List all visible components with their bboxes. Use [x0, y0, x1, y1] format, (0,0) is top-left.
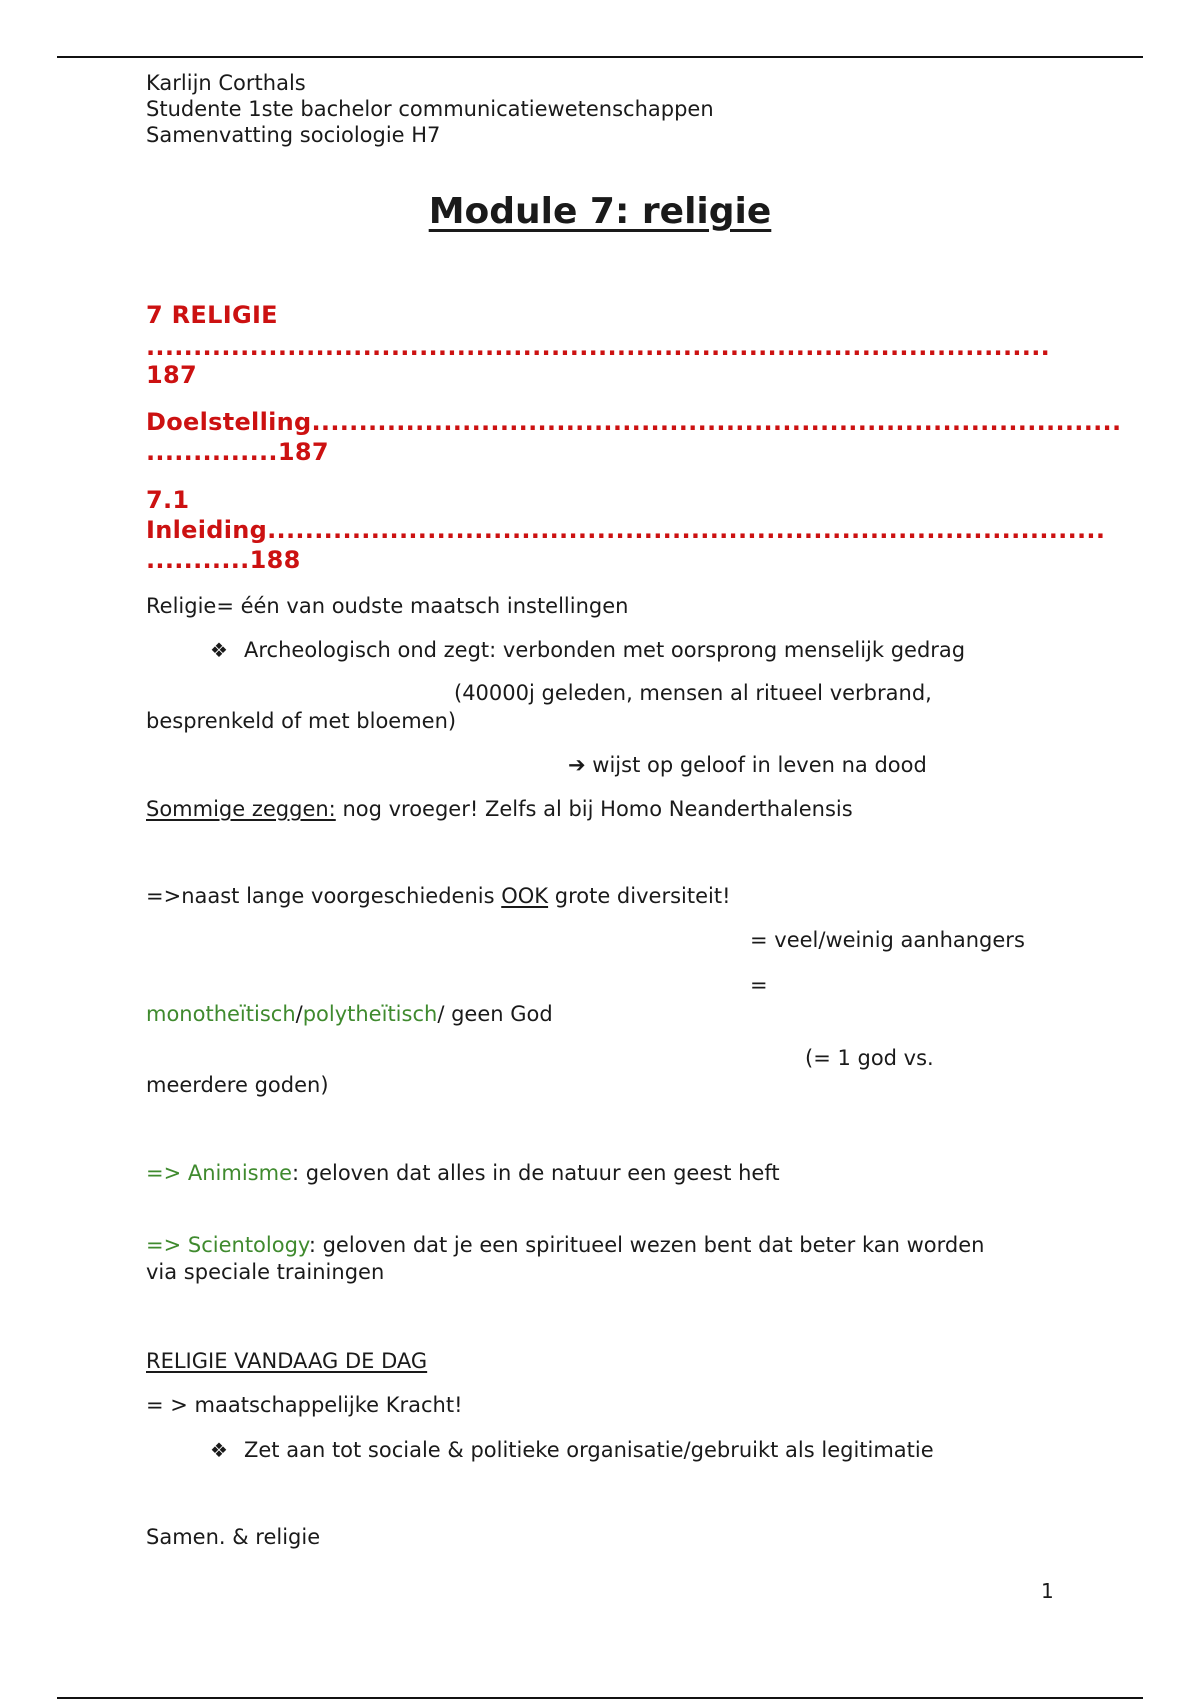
- paragraph-maatschappelijke-kracht: = > maatschappelijke Kracht!: [146, 1393, 463, 1417]
- sommige-zeggen-label: Sommige zeggen:: [146, 797, 336, 821]
- document-header: [146, 70, 714, 148]
- paragraph-geloof: [568, 753, 927, 778]
- toc-entry-doelstelling-page[interactable]: ..............187: [146, 438, 329, 466]
- term-monotheitisch: monotheïtisch: [146, 1002, 296, 1026]
- paragraph-theisme: [146, 1002, 553, 1027]
- diversiteit-post: grote diversiteit!: [548, 884, 731, 908]
- page-number: 1: [1041, 1579, 1054, 1603]
- section-heading-religie-vandaag: RELIGIE VANDAAG DE DAG: [146, 1349, 428, 1373]
- toc-entry-section-number[interactable]: 7.1: [146, 486, 190, 514]
- paragraph-1-god: (= 1 god vs.: [805, 1046, 934, 1070]
- term-animisme: Animisme: [187, 1161, 292, 1185]
- bottom-rule: [57, 1697, 1143, 1699]
- paragraph-aanhangers: = veel/weinig aanhangers: [750, 928, 1025, 952]
- toc-entry-inleiding[interactable]: Inleiding.........................................................................................: [146, 516, 1106, 544]
- separator: /: [295, 1002, 303, 1026]
- author-name: Karlijn Corthals: [146, 71, 306, 95]
- animisme-text: : geloven dat alles in de natuur een geest heft: [292, 1161, 780, 1185]
- paragraph-religie-definition: Religie= één van oudste maatsch instellingen: [146, 594, 629, 618]
- page-title: Module 7: religie: [428, 191, 772, 232]
- toc-entry-chapter-title[interactable]: 7 RELIGIE: [146, 301, 278, 329]
- diversiteit-ook: OOK: [501, 884, 549, 908]
- diamond-bullet-icon: ❖: [210, 1438, 228, 1462]
- scientology-arrow: =>: [146, 1233, 188, 1257]
- paragraph-diversiteit: [146, 884, 731, 909]
- toc-entry-chapter-page[interactable]: 187: [146, 361, 197, 389]
- bullet-archeologisch: [210, 638, 965, 663]
- document-subject: Samenvatting sociologie H7: [146, 123, 441, 147]
- diversiteit-pre: =>naast lange voorgeschiedenis: [146, 884, 502, 908]
- paragraph-meerdere-goden: meerdere goden): [146, 1073, 329, 1097]
- paragraph-scientology: [146, 1233, 984, 1258]
- animisme-arrow: =>: [146, 1161, 188, 1185]
- paragraph-scientology-cont: via speciale trainingen: [146, 1260, 385, 1284]
- term-scientology: Scientology: [187, 1233, 309, 1257]
- author-role: Studente 1ste bachelor communicatiewetenschappen: [146, 97, 714, 121]
- bullet-sociale-politieke-text: Zet aan tot sociale & politieke organisatie/gebruikt als legitimatie: [244, 1438, 934, 1462]
- paragraph-animisme: [146, 1161, 780, 1186]
- geen-god-text: / geen God: [437, 1002, 553, 1026]
- term-polytheitisch: polytheïtisch: [302, 1002, 438, 1026]
- diamond-bullet-icon: ❖: [210, 638, 228, 662]
- paragraph-besprenkeld: besprenkeld of met bloemen): [146, 709, 457, 733]
- scientology-text: : geloven dat je een spiritueel wezen bent dat beter kan worden: [308, 1233, 985, 1257]
- arrow-right-icon: ➔: [568, 753, 586, 777]
- paragraph-sommige-zeggen: [146, 797, 853, 822]
- paragraph-samen-religie: Samen. & religie: [146, 1525, 321, 1549]
- bullet-archeologisch-text: Archeologisch ond zegt: verbonden met oorsprong menselijk gedrag: [244, 638, 966, 662]
- toc-entry-doelstelling[interactable]: Doelstelling......................................................................................: [146, 408, 1122, 436]
- paragraph-geloof-text: wijst op geloof in leven na dood: [592, 753, 927, 777]
- bullet-sociale-politieke: [210, 1438, 934, 1463]
- toc-entry-chapter-dots[interactable]: ................................................................................................: [146, 333, 1051, 361]
- paragraph-equals: =: [750, 973, 768, 997]
- toc-entry-inleiding-page[interactable]: ...........188: [146, 546, 301, 574]
- sommige-zeggen-text: nog vroeger! Zelfs al bij Homo Neanderthalensis: [335, 797, 853, 821]
- top-rule: [57, 56, 1143, 58]
- paragraph-40000j: (40000j geleden, mensen al ritueel verbrand,: [454, 681, 932, 705]
